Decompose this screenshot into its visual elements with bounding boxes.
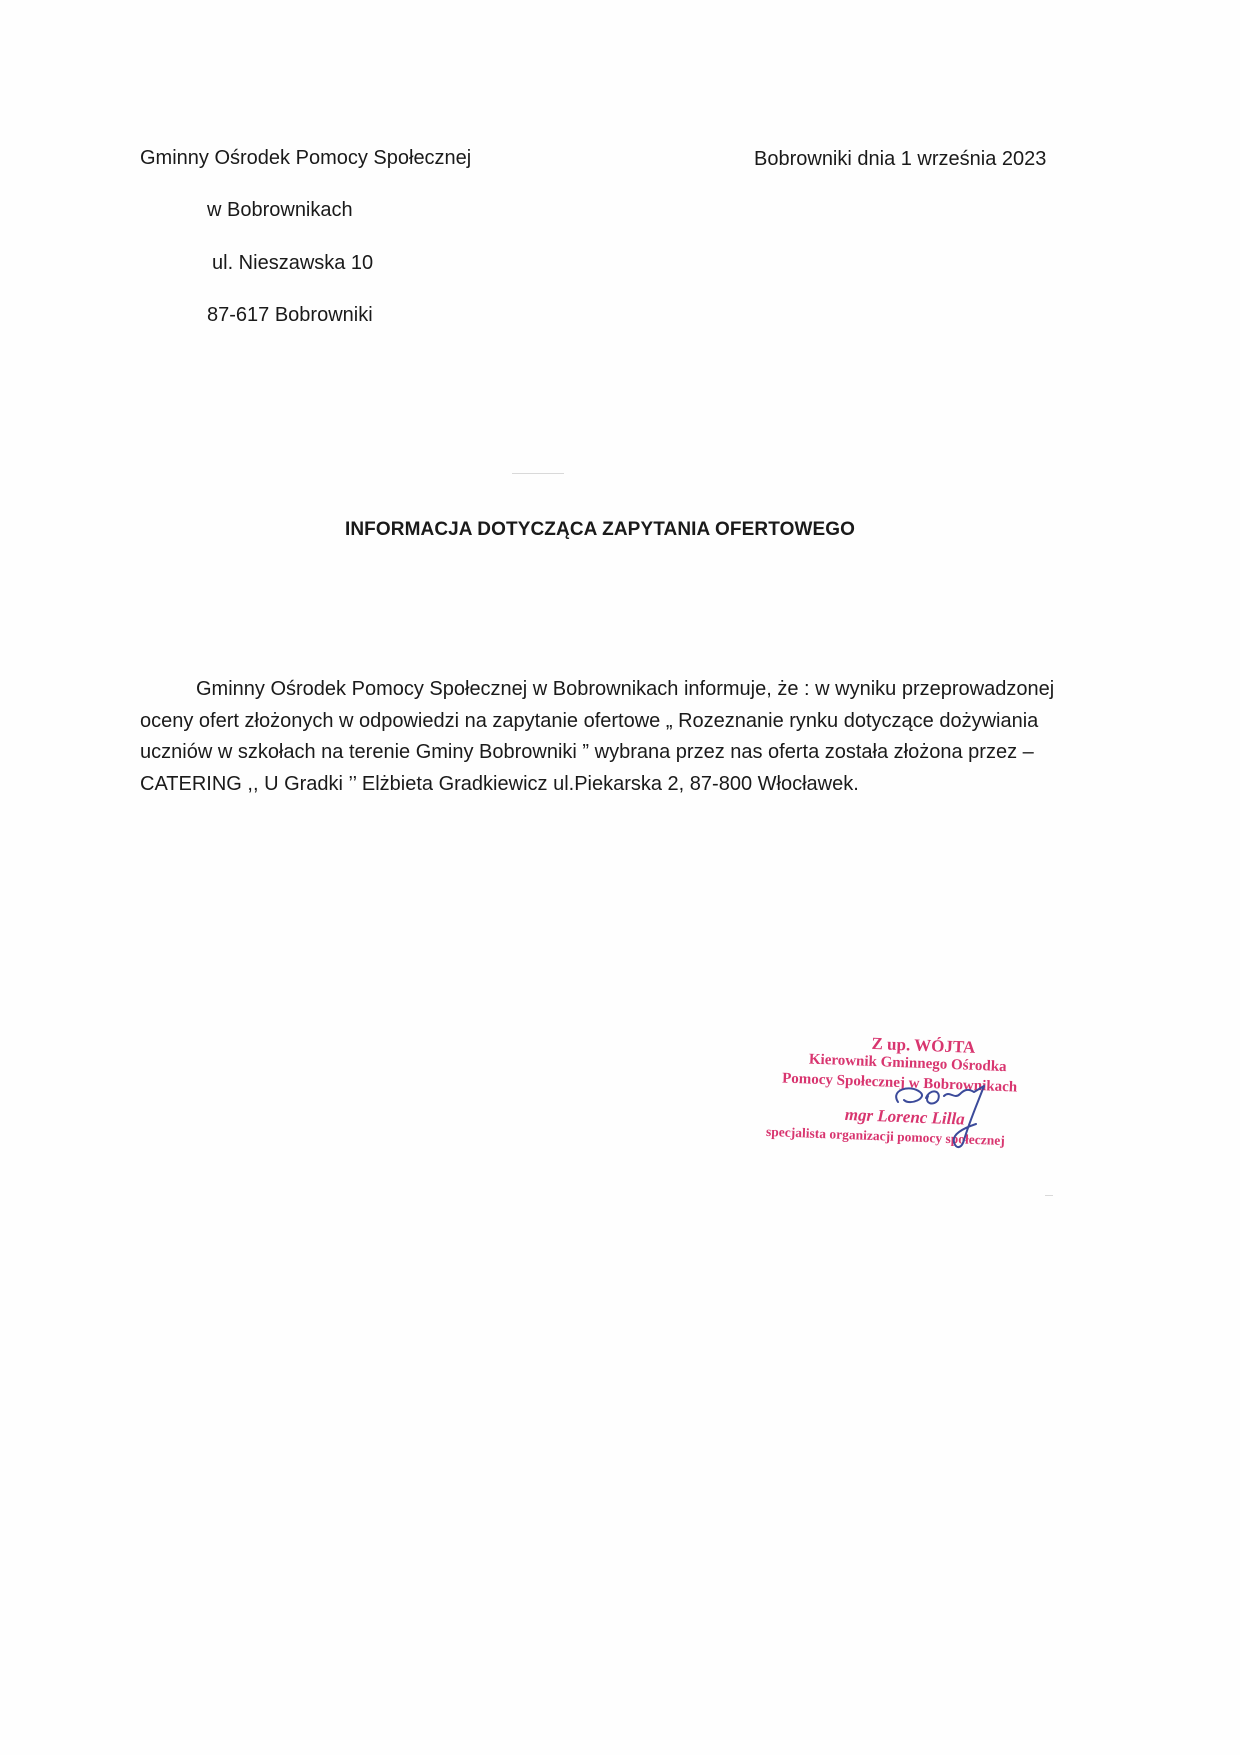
sender-street: ul. Nieszawska 10 <box>212 252 374 274</box>
letter-date: Bobrowniki dnia 1 września 2023 <box>754 148 1047 170</box>
scan-speck <box>1045 1195 1053 1196</box>
sender-city: w Bobrownikach <box>207 199 353 221</box>
body-paragraph <box>140 674 1080 800</box>
sender-name: Gminny Ośrodek Pomocy Społecznej <box>140 147 472 169</box>
handwritten-signature-icon <box>880 1040 1020 1160</box>
document-title: INFORMACJA DOTYCZĄCA ZAPYTANIA OFERTOWEGO <box>344 519 856 540</box>
stamp-line-position: specjalista organizacji pomocy społecznej <box>765 1123 1006 1149</box>
stamp-line-authority: Z up. WÓJTA <box>871 1033 976 1057</box>
sender-postcode: 87-617 Bobrowniki <box>207 304 373 326</box>
stamp-line-institution: Pomocy Społecznej w Bobrownikach <box>781 1070 1018 1096</box>
body-text: Gminny Ośrodek Pomocy Społecznej w Bobrownikach informuje, że : w wyniku przeprowadzonej oceny ofert złożonych w odpowiedzi na zapytanie ofertowe „ Rozeznanie rynku dotyczące dożywiania uczniów w szkołach na terenie Gminy Bobrowniki ” wybrana przez nas oferta została złożona przez – CATERING ,, U Gradki ’’ Elżbieta Gradkiewicz ul.Piekarska 2, 87-800 Włocławek. <box>140 678 1055 795</box>
stamp-line-title: Kierownik Gminnego Ośrodka <box>808 1051 1007 1076</box>
scan-speck <box>512 473 564 474</box>
stamp-line-name: mgr Lorenc Lilla <box>844 1104 966 1129</box>
